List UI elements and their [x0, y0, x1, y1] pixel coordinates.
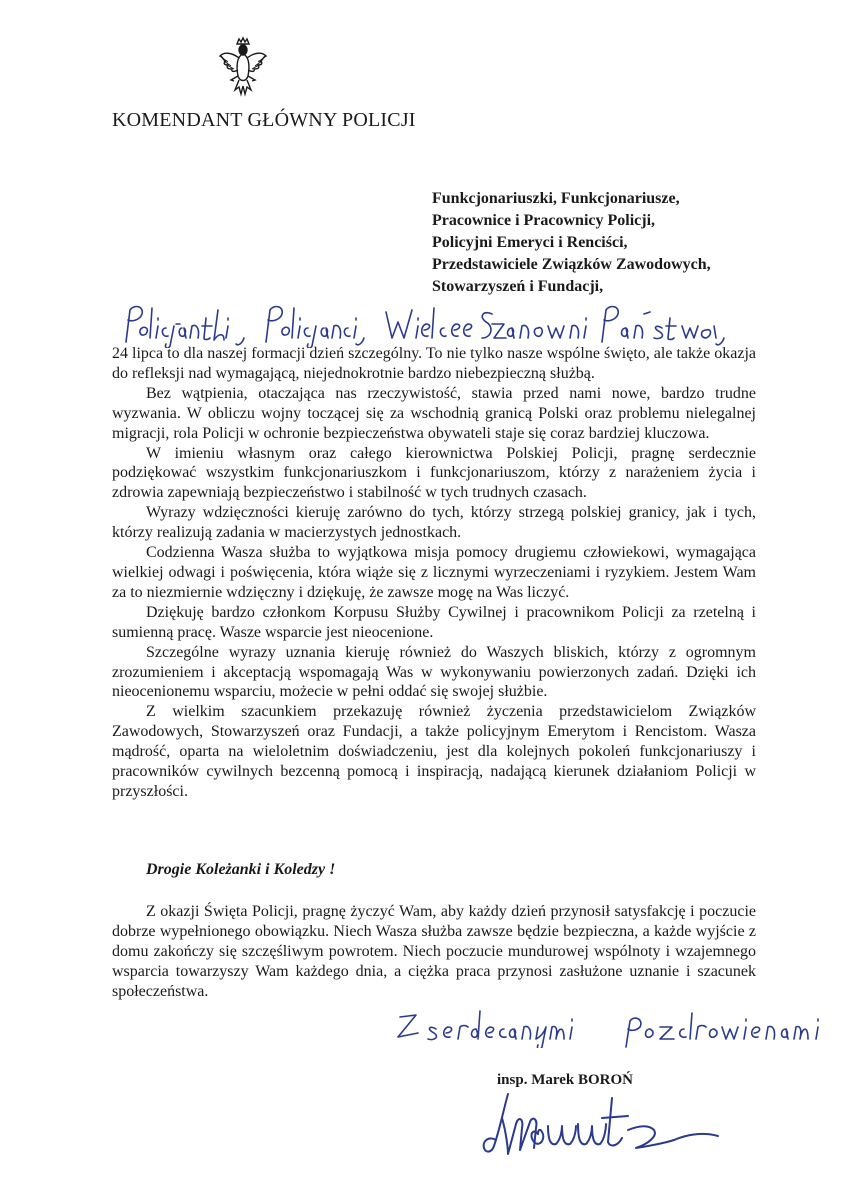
closing-paragraph: Z okazji Święta Policji, pragnę życzyć Wam, aby każdy dzień przynosił satysfakcję i poczucie dobrze wypełnionego obowiązku. Niech Wasza służba zawsze będzie bezpieczna, a każde wyjście z domu zakończy się szczęśliwym powrotem. Niech poczucie mundurowej wspólnoty i wzajemnego wsparcia towarzyszy Wam każdego dnia, a ciężka praca przynosi zasłużone uznanie i szacunek społeczeństwa. — [112, 903, 756, 1000]
addressee-line: Przedstawiciele Związków Zawodowych, — [432, 256, 711, 273]
handwritten-salutation — [120, 298, 780, 348]
addressee-line: Stowarzyszeń i Fundacji, — [432, 278, 604, 295]
body-paragraph: Wyrazy wdzięczności kieruję zarówno do tych, którzy strzegą polskiej granicy, jak i tych, którzy realizują zadania w macierzystych jednostkach. — [112, 504, 756, 542]
body-paragraph: Szczególne wyrazy uznania kieruję również do Waszych bliskich, którzy z ogromnym zrozumieniem i akceptacją wspomagają Was w wykonywaniu powierzonych zadań. Dzięki ich nieocenionemu wsparciu, możecie w pełni oddać się swojej służbie. — [112, 643, 756, 701]
signer-name: insp. Marek BOROŃ — [497, 1072, 633, 1088]
polish-eagle-emblem-icon — [218, 36, 268, 98]
body-paragraph: W imieniu własnym oraz całego kierownictwa Polskiej Policji, pragnę serdecznie podziękować wszystkim funkcjonariuszkom i funkcjonariuszom, którzy z narażeniem życia i zdrowia zapewniają bezpieczeństwo i stabilność w tych trudnych czasach. — [112, 444, 756, 502]
addressee-line: Pracownice i Pracownicy Policji, — [432, 212, 656, 229]
body-paragraph: Dziękuję bardzo członkom Korpusu Służby Cywilnej i pracownikom Policji za rzetelną i sumienną pracę. Wasze wsparcie jest nieocenione. — [112, 603, 756, 641]
body-paragraph: Z wielkim szacunkiem przekazuję również życzenia przedstawicielom Związków Zawodowych, Stowarzyszeń oraz Fundacji, a także policyjnym Emerytom i Rencistom. Wasza mądrość, oparta na wieloletnim doświadczeniu, jest dla kolejnych pokoleń funkcjonariuszy i pracowników cywilnych bezcenną pomocą i inspiracją, nadającą kierunek działaniom Policji w przyszłości. — [112, 703, 756, 800]
handwritten-closing — [390, 1003, 840, 1048]
closing-block — [112, 902, 756, 1002]
letter-body — [112, 344, 756, 802]
addressee-line: Funkcjonariuszki, Funkcjonariusze, — [432, 190, 680, 207]
handwritten-signature — [478, 1088, 728, 1160]
addressee-block — [432, 188, 711, 298]
greeting-line: Drogie Koleżanki i Koledzy ! — [146, 861, 336, 878]
issuer-title: KOMENDANT GŁÓWNY POLICJI — [112, 109, 416, 131]
body-paragraph: Codzienna Wasza służba to wyjątkowa misja pomocy drugiemu człowiekowi, wymagająca wielkiej odwagi i poświęcenia, która wiąże się z licznymi wyrzeczeniami i ryzykiem. Jestem Wam za to niezmiernie wdzięczny i dziękuję, że zawsze mogę na Was liczyć. — [112, 544, 756, 601]
body-paragraph: 24 lipca to dla naszej formacji dzień szczególny. To nie tylko nasze wspólne święto, ale także okazja do refleksji nad wymagającą, niejednokrotnie bardzo niebezpieczną służbą. — [112, 345, 756, 382]
addressee-line: Policyjni Emeryci i Renciści, — [432, 234, 628, 251]
body-paragraph: Bez wątpienia, otaczająca nas rzeczywistość, stawia przed nami nowe, bardzo trudne wyzwania. W obliczu wojny toczącej się za wschodnią granicą Polski oraz problemu nielegalnej migracji, rola Policji w ochronie bezpieczeństwa obywateli staje się coraz bardziej kluczowa. — [112, 384, 756, 442]
